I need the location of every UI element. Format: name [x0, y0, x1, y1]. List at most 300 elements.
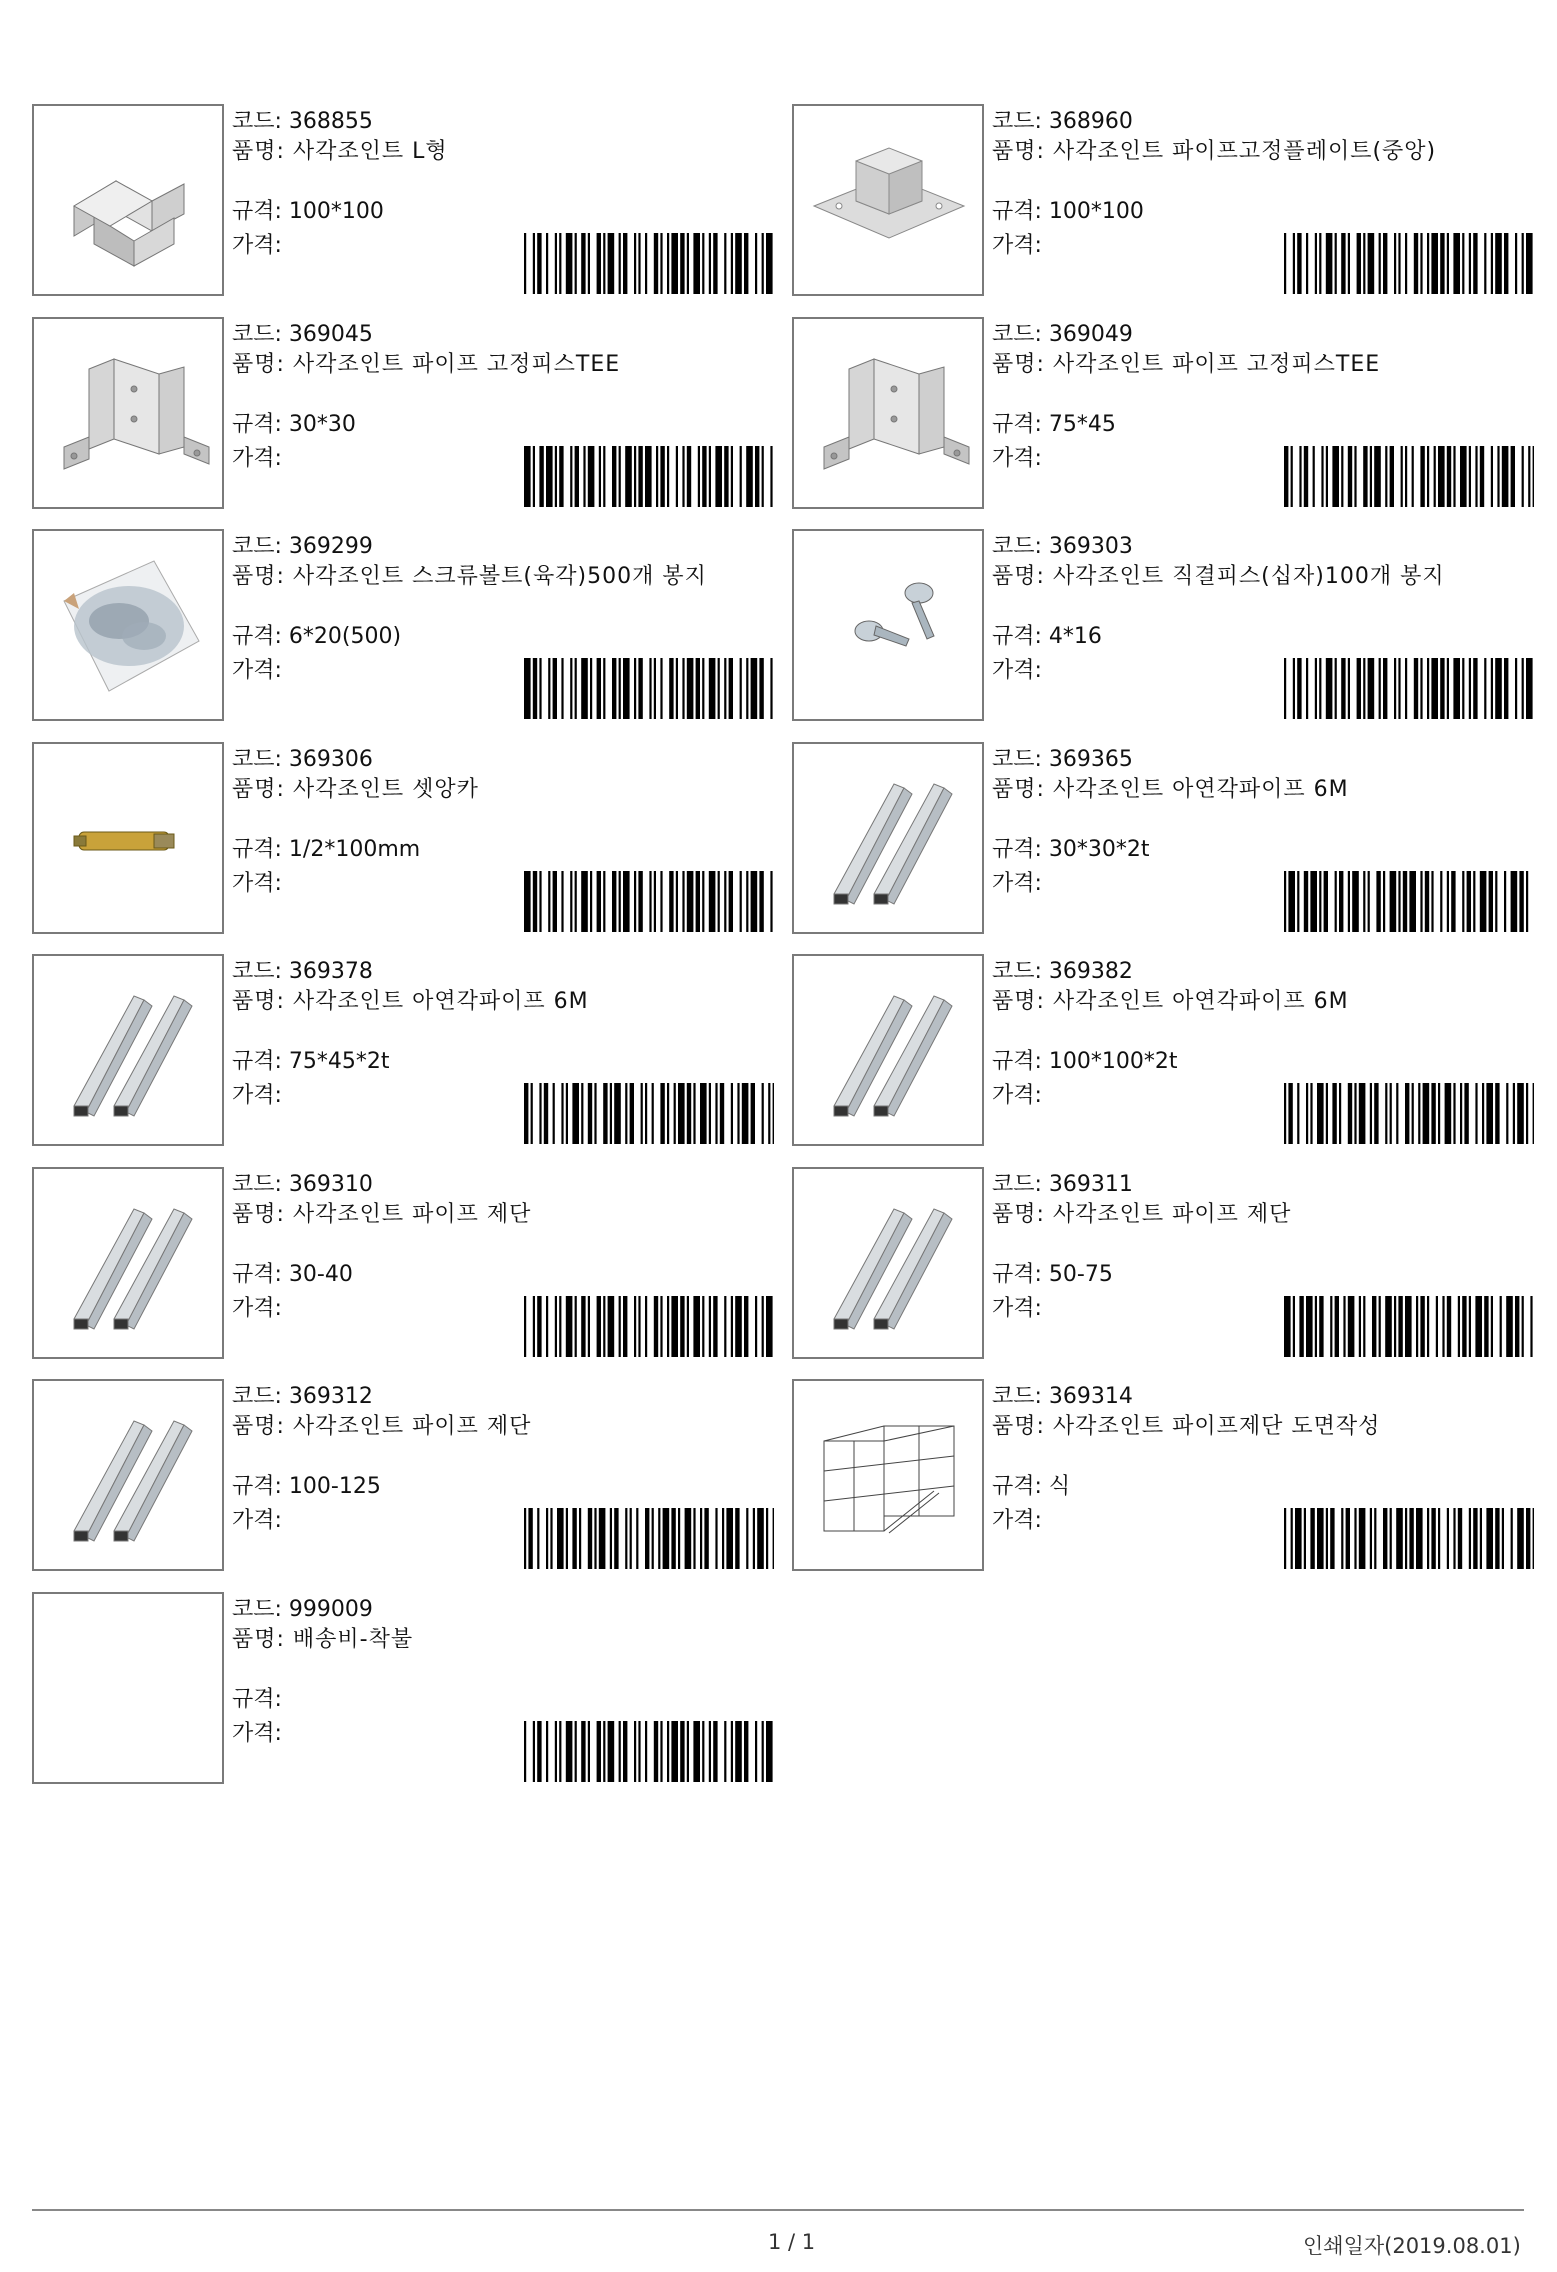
barcode-bar	[667, 1083, 669, 1144]
barcode-bar	[1306, 1296, 1313, 1357]
price-label: 가격:	[232, 1083, 282, 1108]
spec-label: 규격:	[992, 1262, 1042, 1287]
barcode-bar	[645, 1508, 649, 1569]
barcode-bar	[1315, 233, 1317, 294]
barcode	[1284, 233, 1534, 294]
barcode-bar	[1374, 1508, 1376, 1569]
barcode-bar	[1515, 233, 1517, 294]
barcode-bar	[1469, 233, 1471, 294]
product-spec: 6*20(500)	[288, 624, 402, 649]
barcode-bar	[1495, 1083, 1499, 1144]
barcode-bar	[553, 658, 557, 719]
barcode-bar	[634, 1721, 636, 1782]
barcode-bar	[1416, 1508, 1423, 1569]
barcode-bar	[1420, 658, 1422, 719]
barcode-bar	[1284, 233, 1286, 294]
barcode-bar	[1462, 871, 1464, 932]
barcode-bar	[766, 1508, 768, 1569]
barcode-bar	[1425, 871, 1429, 932]
barcode-bar	[660, 446, 664, 507]
barcode-bar	[1288, 1083, 1292, 1144]
barcode-bar	[724, 1296, 726, 1357]
barcode-bar	[1398, 233, 1400, 294]
product-name: 사각조인트 아연각파이프 6M	[1052, 989, 1349, 1014]
product-card	[32, 317, 772, 509]
barcode-bar	[638, 233, 640, 294]
product-name: 사각조인트 스크류볼트(육각)500개 봉지	[292, 564, 707, 589]
barcode-bar	[731, 1083, 733, 1144]
barcode-bar	[1431, 658, 1438, 719]
barcode-bar	[1427, 658, 1429, 719]
barcode-bar	[636, 1508, 638, 1569]
barcode	[524, 1721, 774, 1782]
barcode-bar	[1475, 1296, 1482, 1357]
product-code: 369306	[288, 747, 373, 772]
barcode-bar	[696, 871, 700, 932]
barcode-bar	[588, 1083, 592, 1144]
barcode-bar	[1368, 233, 1375, 294]
barcode-bar	[603, 1083, 607, 1144]
barcode-bar	[1398, 658, 1400, 719]
barcode-bar	[660, 1296, 662, 1357]
barcode-bar	[693, 233, 700, 294]
barcode-bar	[570, 658, 572, 719]
code-label: 코드:	[992, 747, 1042, 772]
barcode-bar	[638, 446, 642, 507]
barcode-bar	[766, 1721, 773, 1782]
square-pipe-icon-graphic	[34, 1169, 222, 1357]
square-pipe-icon	[32, 1379, 224, 1571]
barcode-bar	[726, 1508, 733, 1569]
product-spec-row	[992, 1261, 1113, 1289]
spec-label: 규격:	[992, 837, 1042, 862]
barcode-bar	[1383, 658, 1387, 719]
barcode-bar	[1414, 233, 1418, 294]
square-pipe-icon	[32, 1167, 224, 1359]
barcode-bar	[654, 233, 658, 294]
barcode-bar	[663, 1508, 670, 1569]
barcode-bar	[669, 658, 673, 719]
barcode-bar	[588, 233, 590, 294]
barcode-bar	[713, 233, 717, 294]
spec-label: 규격:	[232, 1474, 282, 1499]
product-spec: 75*45	[1048, 412, 1116, 437]
barcode-bar	[555, 1296, 557, 1357]
barcode-bar	[762, 1083, 764, 1144]
barcode-bar	[1379, 233, 1381, 294]
barcode-bar	[702, 871, 704, 932]
barcode-bar	[729, 658, 733, 719]
product-name: 사각조인트 파이프 제단	[292, 1414, 532, 1439]
barcode-bar	[1291, 1508, 1293, 1569]
barcode-bar	[1310, 871, 1317, 932]
barcode-bar	[531, 1083, 533, 1144]
name-label: 품명:	[232, 1414, 285, 1439]
price-label: 가격:	[232, 1296, 282, 1321]
code-label: 코드:	[232, 322, 282, 347]
price-label: 가격:	[992, 233, 1042, 258]
barcode-bar	[619, 1721, 621, 1782]
barcode-bar	[1299, 1296, 1303, 1357]
barcode-bar	[641, 1083, 643, 1144]
product-code: 369382	[1048, 959, 1133, 984]
barcode-bar	[572, 1083, 579, 1144]
barcode-bar	[1343, 1296, 1345, 1357]
barcode-bar	[1330, 1508, 1334, 1569]
barcode-bar	[744, 233, 748, 294]
barcode-bar	[1533, 1083, 1534, 1144]
barcode-bar	[1284, 1508, 1286, 1569]
barcode-bar	[1526, 871, 1528, 932]
barcode-bar	[1504, 233, 1508, 294]
barcode-bar	[619, 446, 621, 507]
barcode-bar	[1409, 871, 1416, 932]
product-spec: 75*45*2t	[288, 1049, 390, 1074]
barcode-bar	[1313, 446, 1315, 507]
barcode-bar	[680, 233, 684, 294]
barcode-bar	[524, 233, 526, 294]
barcode-bar	[603, 446, 605, 507]
barcode-bar	[623, 871, 630, 932]
product-spec: 50-75	[1048, 1262, 1113, 1287]
product-code-row	[232, 746, 373, 774]
barcode-bar	[597, 1721, 601, 1782]
barcode-bar	[678, 1083, 685, 1144]
barcode-bar	[693, 1721, 700, 1782]
barcode-bar	[698, 446, 700, 507]
barcode-bar	[746, 1508, 748, 1569]
barcode-bar	[687, 871, 694, 932]
barcode-bar	[1341, 233, 1345, 294]
name-label: 품명:	[232, 989, 285, 1014]
barcode-bar	[759, 658, 763, 719]
anchor-bolt-icon	[32, 742, 224, 934]
barcode-bar	[722, 1508, 724, 1569]
barcode-bar	[1495, 871, 1497, 932]
barcode-bar	[724, 1721, 726, 1782]
product-spec: 30*30*2t	[1048, 837, 1150, 862]
barcode-bar	[1533, 446, 1534, 507]
product-card	[32, 1592, 772, 1784]
barcode-bar	[1326, 446, 1328, 507]
barcode-bar	[1438, 446, 1445, 507]
barcode-bar	[1383, 871, 1385, 932]
barcode-bar	[1310, 1508, 1314, 1569]
barcode-bar	[753, 1508, 755, 1569]
barcode-bar	[1363, 1296, 1365, 1357]
barcode-bar	[713, 1721, 717, 1782]
barcode-bar	[715, 1508, 717, 1569]
barcode-bar	[1453, 1508, 1455, 1569]
barcode-bar	[1374, 1083, 1378, 1144]
barcode-bar	[755, 1296, 757, 1357]
barcode-bar	[671, 1721, 678, 1782]
barcode-bar	[667, 1296, 669, 1357]
pipe-base-plate-icon	[792, 104, 984, 296]
barcode-bar	[575, 871, 577, 932]
barcode-bar	[1522, 658, 1524, 719]
barcode-bar	[770, 871, 772, 932]
barcode-bar	[744, 1296, 748, 1357]
barcode	[1284, 658, 1534, 719]
barcode-bar	[1379, 658, 1381, 719]
barcode-bar	[773, 1083, 774, 1144]
barcode-bar	[744, 1721, 748, 1782]
name-label: 품명:	[232, 777, 285, 802]
spec-label: 규격:	[992, 1049, 1042, 1074]
price-label: 가격:	[992, 871, 1042, 896]
barcode-bar	[1390, 1083, 1392, 1144]
barcode-bar	[1491, 1296, 1493, 1357]
product-code-row	[992, 958, 1133, 986]
barcode-bar	[1398, 1296, 1402, 1357]
product-card	[792, 1167, 1532, 1359]
spec-label: 규격:	[232, 837, 282, 862]
barcode-bar	[746, 871, 748, 932]
product-name-row	[992, 776, 1522, 804]
barcode-bar	[625, 446, 632, 507]
barcode-bar	[1405, 658, 1407, 719]
barcode-bar	[634, 446, 636, 507]
product-spec-row	[232, 198, 384, 226]
barcode-bar	[709, 1083, 711, 1144]
barcode-bar	[546, 1296, 548, 1357]
barcode-bar	[1491, 658, 1493, 719]
barcode-bar	[702, 1721, 704, 1782]
barcode-bar	[676, 446, 678, 507]
barcode-bar	[533, 1721, 535, 1782]
barcode-bar	[751, 1083, 755, 1144]
barcode-bar	[524, 1721, 526, 1782]
blank-thumbnail	[32, 1592, 224, 1784]
l-joint-bracket-icon	[32, 104, 224, 296]
barcode-bar	[718, 871, 720, 932]
barcode-bar	[619, 871, 621, 932]
barcode-bar	[729, 871, 733, 932]
spec-label: 규격:	[992, 624, 1042, 649]
barcode	[524, 1508, 774, 1569]
code-label: 코드:	[992, 1172, 1042, 1197]
barcode-bar	[669, 871, 673, 932]
barcode-bar	[693, 1508, 695, 1569]
barcode-bar	[676, 871, 678, 932]
barcode-bar	[1326, 233, 1333, 294]
barcode-bar	[588, 1721, 590, 1782]
barcode-bar	[1304, 446, 1308, 507]
barcode-bar	[1427, 1508, 1429, 1569]
product-card	[32, 1167, 772, 1359]
barcode-bar	[623, 1296, 627, 1357]
barcode-bar	[634, 871, 636, 932]
product-price-row	[232, 1507, 282, 1535]
barcode-bar	[612, 658, 616, 719]
barcode-bar	[1469, 1508, 1471, 1569]
barcode-bar	[1420, 1296, 1424, 1357]
product-code: 369310	[288, 1172, 373, 1197]
barcode-bar	[1467, 871, 1471, 932]
barcode-bar	[1359, 1083, 1366, 1144]
barcode-bar	[1436, 1296, 1438, 1357]
barcode-bar	[1405, 446, 1407, 507]
barcode-bar	[731, 1721, 733, 1782]
product-price-row	[992, 1295, 1042, 1323]
barcode-bar	[645, 233, 647, 294]
barcode-bar	[1447, 658, 1449, 719]
barcode	[524, 658, 774, 719]
barcode-bar	[1480, 871, 1487, 932]
barcode-bar	[687, 446, 691, 507]
barcode-bar	[1519, 871, 1523, 932]
barcode	[1284, 1508, 1534, 1569]
product-code-row	[232, 533, 373, 561]
barcode-bar	[1297, 871, 1299, 932]
barcode-bar	[1394, 658, 1396, 719]
screw-bag-icon-graphic	[34, 531, 222, 719]
barcode-bar	[575, 1721, 577, 1782]
barcode-bar	[700, 1508, 702, 1569]
product-name-row	[232, 351, 762, 379]
barcode-bar	[1405, 233, 1407, 294]
barcode-bar	[1405, 1296, 1412, 1357]
barcode-bar	[709, 1721, 711, 1782]
barcode-bar	[645, 1721, 647, 1782]
product-spec-row	[992, 1048, 1178, 1076]
barcode-bar	[1295, 1508, 1302, 1569]
barcode-bar	[537, 1721, 541, 1782]
barcode-bar	[709, 658, 716, 719]
barcode-bar	[1348, 1296, 1355, 1357]
barcode-bar	[623, 658, 630, 719]
name-label: 품명:	[232, 1627, 285, 1652]
barcode-bar	[660, 1721, 662, 1782]
barcode-bar	[696, 658, 700, 719]
barcode-bar	[1445, 1083, 1452, 1144]
barcode-bar	[1297, 233, 1301, 294]
price-label: 가격:	[992, 1083, 1042, 1108]
product-name-row	[992, 563, 1522, 591]
barcode-bar	[1370, 1083, 1372, 1144]
barcode-bar	[1321, 446, 1323, 507]
price-label: 가격:	[232, 1721, 282, 1746]
product-code-row	[232, 958, 373, 986]
barcode-bar	[718, 658, 720, 719]
barcode-bar	[667, 446, 669, 507]
barcode-bar	[566, 1296, 573, 1357]
barcode-bar	[654, 658, 656, 719]
barcode-bar	[1469, 446, 1471, 507]
barcode-bar	[1427, 1296, 1429, 1357]
barcode-bar	[603, 871, 605, 932]
barcode-bar	[1319, 871, 1321, 932]
barcode-bar	[1431, 1083, 1435, 1144]
product-name-row	[992, 1413, 1522, 1441]
product-price-row	[992, 657, 1042, 685]
barcode-bar	[1326, 658, 1333, 719]
barcode-bar	[561, 871, 563, 932]
barcode-bar	[566, 233, 573, 294]
screw-pair-icon	[792, 529, 984, 721]
barcode-bar	[735, 1296, 742, 1357]
barcode-bar	[735, 233, 742, 294]
price-label: 가격:	[232, 658, 282, 683]
barcode-bar	[1359, 1296, 1361, 1357]
product-spec-row	[992, 1473, 1070, 1501]
barcode-bar	[1438, 1083, 1440, 1144]
barcode-bar	[735, 1508, 739, 1569]
product-name: 사각조인트 파이프 고정피스TEE	[1052, 352, 1381, 377]
barcode-bar	[687, 1083, 691, 1144]
code-label: 코드:	[992, 959, 1042, 984]
product-name: 사각조인트 아연각파이프 6M	[292, 989, 589, 1014]
barcode-bar	[685, 1508, 692, 1569]
barcode-bar	[603, 1721, 605, 1782]
barcode-bar	[1332, 446, 1339, 507]
square-pipe-icon	[792, 1167, 984, 1359]
barcode-bar	[588, 1296, 590, 1357]
barcode-bar	[702, 658, 704, 719]
barcode-bar	[1495, 658, 1502, 719]
barcode-bar	[539, 446, 543, 507]
barcode-bar	[731, 233, 733, 294]
barcode-bar	[724, 233, 726, 294]
barcode-bar	[1398, 871, 1400, 932]
barcode-bar	[654, 871, 656, 932]
barcode-bar	[1453, 1083, 1455, 1144]
barcode-bar	[1427, 233, 1429, 294]
barcode-bar	[1332, 1083, 1336, 1144]
product-name: 사각조인트 파이프제단 도면작성	[1052, 1414, 1381, 1439]
barcode-bar	[634, 658, 636, 719]
product-name: 사각조인트 아연각파이프 6M	[1052, 777, 1349, 802]
barcode-bar	[614, 1083, 621, 1144]
barcode-bar	[724, 871, 726, 932]
barcode-bar	[762, 1721, 764, 1782]
barcode-bar	[533, 1296, 535, 1357]
barcode-bar	[524, 1083, 528, 1144]
barcode-bar	[575, 658, 577, 719]
barcode-bar	[537, 233, 541, 294]
barcode-bar	[1284, 1296, 1291, 1357]
product-card	[32, 104, 772, 296]
square-pipe-icon-graphic	[794, 744, 982, 932]
barcode-bar	[702, 233, 704, 294]
product-spec-row	[232, 1686, 282, 1714]
barcode-bar	[1370, 1508, 1372, 1569]
barcode-bar	[1484, 233, 1486, 294]
product-spec-row	[232, 411, 356, 439]
barcode-bar	[524, 1296, 526, 1357]
barcode-bar	[1447, 1296, 1451, 1357]
print-date: 인쇄일자(2019.08.01)	[1303, 2234, 1521, 2258]
barcode-bar	[575, 233, 577, 294]
product-code: 999009	[288, 1597, 373, 1622]
barcode-bar	[1363, 446, 1367, 507]
barcode-bar	[671, 1296, 678, 1357]
barcode-bar	[1363, 233, 1365, 294]
product-name-row	[232, 563, 762, 591]
barcode-bar	[581, 1083, 583, 1144]
product-price-row	[232, 1082, 282, 1110]
barcode-bar	[700, 1083, 707, 1144]
name-label: 품명:	[232, 352, 285, 377]
barcode-bar	[678, 1508, 680, 1569]
barcode-bar	[1335, 1296, 1339, 1357]
code-label: 코드:	[232, 1597, 282, 1622]
product-code: 368960	[1048, 109, 1133, 134]
barcode-bar	[588, 446, 595, 507]
product-name-row	[992, 351, 1522, 379]
barcode-bar	[1480, 1508, 1482, 1569]
